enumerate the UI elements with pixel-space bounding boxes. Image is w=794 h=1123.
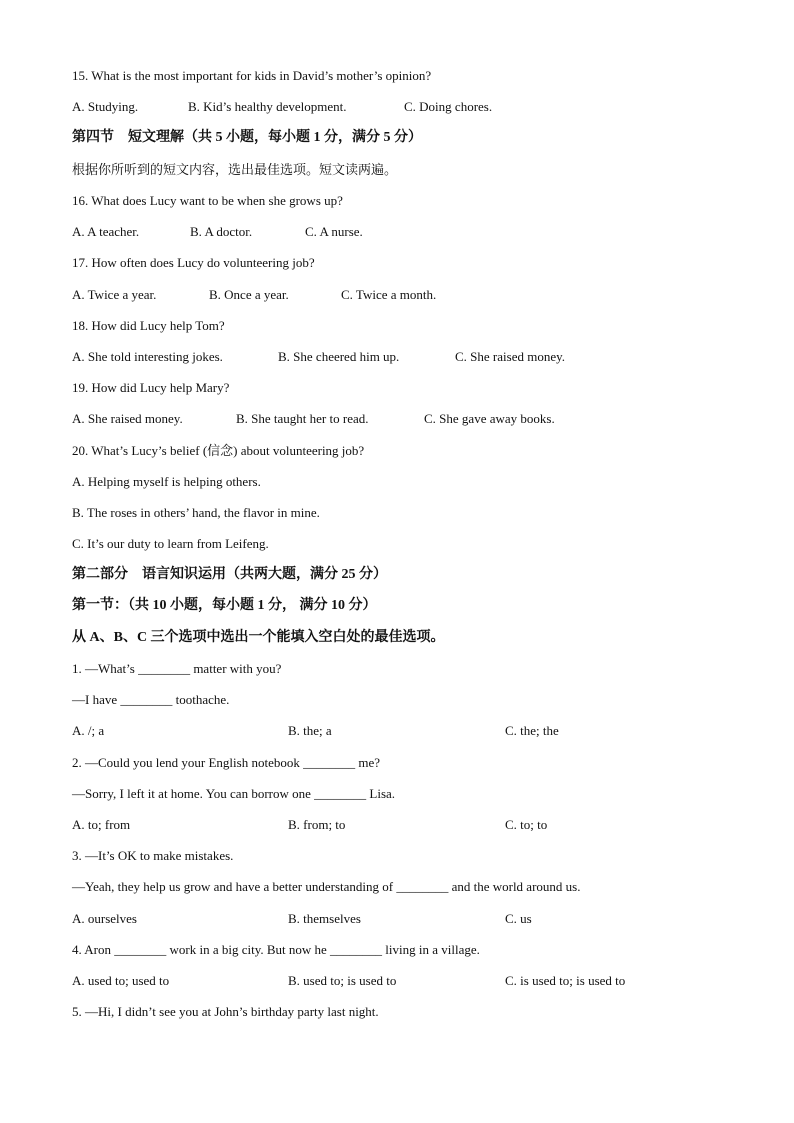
grammar-q4-line1: 4. Aron ________ work in a big city. But now he ________ living in a village.	[72, 942, 480, 957]
q16-option-b: B. A doctor.	[190, 224, 253, 239]
q19-option-b: B. She taught her to read.	[236, 411, 369, 426]
q17-option-a: A. Twice a year.	[72, 287, 157, 302]
grammar-q4-option-c: C. is used to; is used to	[505, 973, 626, 988]
part-2-instruction: 从 A、B、C 三个选项中选出一个能填入空白处的最佳选项。	[72, 630, 445, 645]
grammar-q2-line2: —Sorry, I left it at home. You can borrow one ________ Lisa.	[72, 786, 396, 801]
q18-option-c: C. She raised money.	[455, 349, 565, 364]
question-19: 19. How did Lucy help Mary?	[72, 380, 230, 395]
q19-option-c: C. She gave away books.	[424, 411, 555, 426]
grammar-q5-line1: 5. —Hi, I didn’t see you at John’s birthday party last night.	[72, 1004, 379, 1019]
grammar-q1-line2: —I have ________ toothache.	[72, 692, 230, 707]
q15-option-b: B. Kid’s healthy development.	[188, 99, 347, 114]
part-2-section-1-heading: 第一节：（共 10 小题，每小题 1 分， 满分 10 分）	[72, 598, 377, 613]
question-15: 15. What is the most important for kids in David’s mother’s opinion?	[72, 68, 432, 83]
q15-option-a: A. Studying.	[72, 99, 139, 114]
question-16: 16. What does Lucy want to be when she grows up?	[72, 193, 343, 208]
grammar-q2-line1: 2. —Could you lend your English notebook ________ me?	[72, 755, 381, 770]
grammar-q1-line1: 1. —What’s ________ matter with you?	[72, 661, 282, 676]
question-18: 18. How did Lucy help Tom?	[72, 318, 225, 333]
grammar-q3-option-c: C. us	[505, 911, 532, 926]
grammar-q1-option-c: C. the; the	[505, 723, 559, 738]
grammar-q3-line2: —Yeah, they help us grow and have a better understanding of ________ and the world around us.	[72, 879, 581, 894]
section-4-heading: 第四节 短文理解（共 5 小题，每小题 1 分，满分 5 分）	[72, 130, 422, 145]
part-2-heading: 第二部分 语言知识运用（共两大题，满分 25 分）	[72, 567, 387, 582]
grammar-q2-option-a: A. to; from	[72, 817, 131, 832]
grammar-q3-option-b: B. themselves	[288, 911, 361, 926]
grammar-q3-option-a: A. ourselves	[72, 911, 137, 926]
grammar-q4-option-b: B. used to; is used to	[288, 973, 397, 988]
question-20: 20. What’s Lucy’s belief (信念) about volunteering job?	[72, 443, 365, 458]
grammar-q1-option-b: B. the; a	[288, 723, 332, 738]
question-17: 17. How often does Lucy do volunteering job?	[72, 255, 315, 270]
grammar-q3-line1: 3. —It’s OK to make mistakes.	[72, 848, 234, 863]
q20-option-c: C. It’s our duty to learn from Leifeng.	[72, 536, 269, 551]
grammar-q2-option-c: C. to; to	[505, 817, 548, 832]
grammar-q2-option-b: B. from; to	[288, 817, 346, 832]
grammar-q1-option-a: A. /; a	[72, 723, 105, 738]
q16-option-a: A. A teacher.	[72, 224, 140, 239]
q17-option-b: B. Once a year.	[209, 287, 289, 302]
q15-option-c: C. Doing chores.	[404, 99, 493, 114]
grammar-q4-option-a: A. used to; used to	[72, 973, 170, 988]
q19-option-a: A. She raised money.	[72, 411, 183, 426]
q16-option-c: C. A nurse.	[305, 224, 363, 239]
q20-option-a: A. Helping myself is helping others.	[72, 474, 261, 489]
section-4-instruction: 根据你所听到的短文内容，选出最佳选项。短文读两遍。	[72, 162, 398, 177]
q18-option-a: A. She told interesting jokes.	[72, 349, 223, 364]
q17-option-c: C. Twice a month.	[341, 287, 437, 302]
q20-option-b: B. The roses in others’ hand, the flavor in mine.	[72, 505, 320, 520]
q18-option-b: B. She cheered him up.	[278, 349, 400, 364]
